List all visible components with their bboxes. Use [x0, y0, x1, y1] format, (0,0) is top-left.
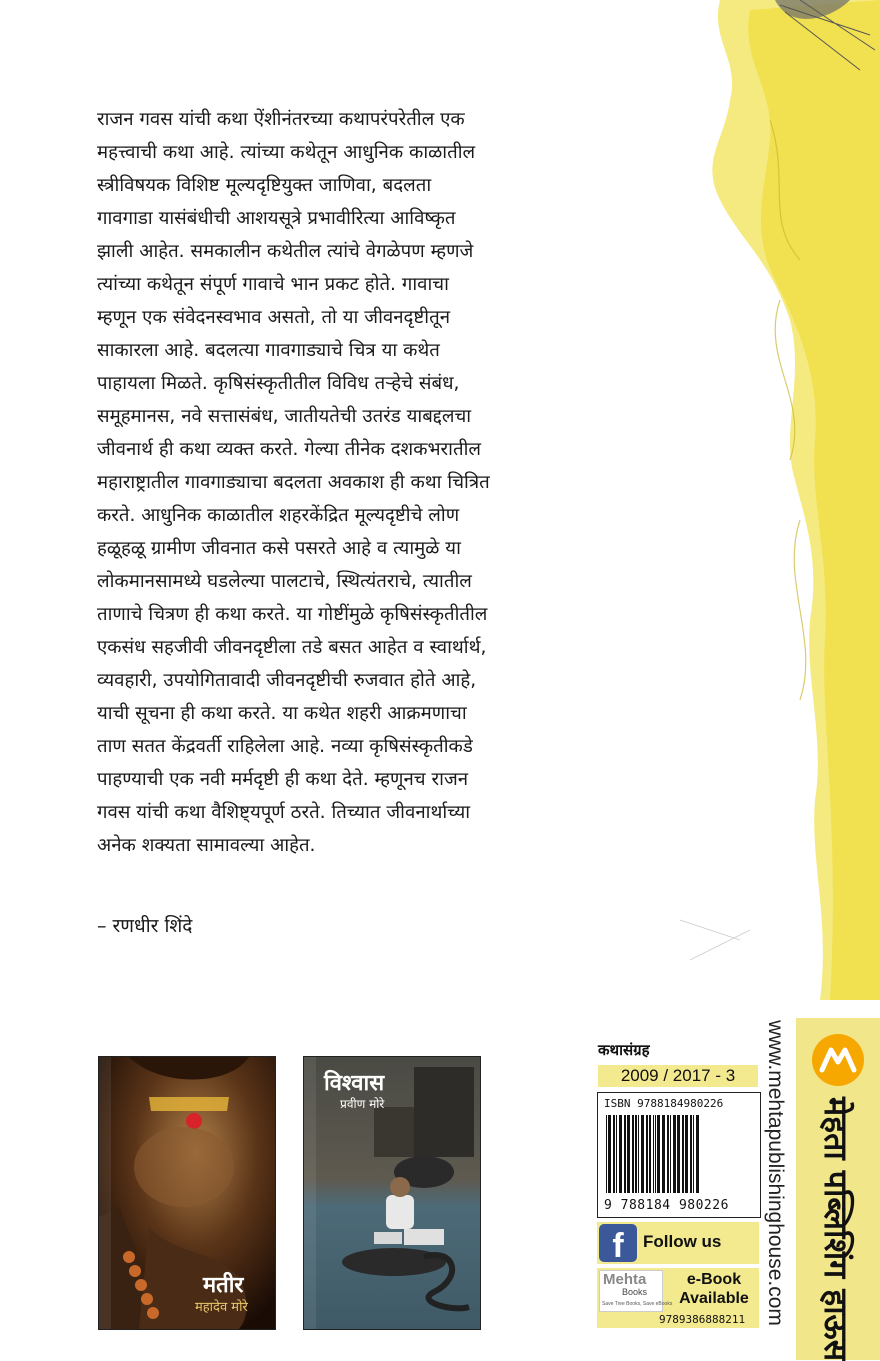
barcode-bar: [624, 1115, 626, 1193]
publisher-url[interactable]: www.mehtapublishinghouse.com: [764, 1020, 787, 1326]
barcode-bar: [649, 1115, 651, 1193]
mehta-ebooks-logo: [599, 1270, 673, 1312]
blurb-line: व्यवहारी, उपयोगितावादी जीवनदृष्टीची रुजवात होते आहे,: [97, 670, 477, 691]
book-cover-1-art: [99, 1057, 275, 1329]
barcode-bar: [606, 1115, 607, 1193]
publisher-name: मेहता पब्लिशिंग हाऊस: [817, 1097, 855, 1361]
blurb-line: एकसंध सहजीवी जीवनदृष्टीला तडे बसत आहेत व स्वार्थार्थ,: [97, 637, 487, 658]
blurb-line: अनेक शक्यता सामावल्या आहेत.: [97, 835, 316, 856]
barcode-bar: [627, 1115, 630, 1193]
blurb-line: स्त्रीविषयक विशिष्ट मूल्यदृष्टियुक्त जाणिवा, बदलता: [97, 175, 432, 196]
blurb-line: पाहण्याची एक नवी मर्मदृष्टी ही कथा देते. म्हणूनच राजन: [97, 769, 469, 790]
blurb-author: – रणधीर शिंदे: [97, 915, 193, 937]
book-cover-2-author: प्रवीण मोरे: [340, 1097, 385, 1111]
blurb-line: जीवनार्थ ही कथा व्यक्त करते. गेल्या तीनेक दशकभरातील: [97, 439, 481, 460]
barcode-bar: [670, 1115, 671, 1193]
book-cover-1-author: महादेव मोरे: [195, 1300, 248, 1315]
blurb-line: लोकमानसामध्ये घडलेल्या पालटाचे, स्थित्यंतराचे, त्यातील: [97, 571, 472, 592]
isbn-digits: 9 788184 980226: [604, 1198, 729, 1213]
barcode-bar: [635, 1115, 637, 1193]
follow-us-label: Follow us: [643, 1232, 722, 1251]
isbn-label: ISBN 9788184980226: [604, 1097, 724, 1110]
book-cover-2[interactable]: [287, 1056, 481, 1330]
blurb-line: महाराष्ट्रातील गावगाड्याचा बदलता अवकाश ही कथा चित्रित: [97, 472, 490, 493]
blurb-line: झाली आहेत. समकालीन कथेतील त्यांचे वेगळेपण म्हणजे: [97, 241, 474, 262]
book-cover-2-title: विश्वास: [324, 1071, 385, 1096]
book-cover-2-art: [304, 1057, 480, 1329]
blurb-line: करते. आधुनिक काळातील शहरकेंद्रित मूल्यदृष्टीचे लोण: [97, 505, 460, 526]
barcode-bar: [638, 1115, 639, 1193]
blurb-line: ताणाचे चित्रण ही कथा करते. या गोष्टींमुळे कृषिसंस्कृतीतील: [97, 604, 488, 625]
ebooks-logo-tag: Save Tree Books, Save eBooks: [602, 1301, 673, 1307]
blurb-line: गवस यांची कथा वैशिष्ट्यपूर्ण ठरते. तिच्यात जीवनार्थाच्या: [97, 802, 471, 823]
blurb-line: राजन गवस यांची कथा ऐंशीनंतरच्या कथापरंपरेतील एक: [97, 109, 465, 130]
barcode-bar: [655, 1115, 656, 1193]
barcode-bar: [667, 1115, 669, 1193]
barcode-bar: [632, 1115, 634, 1193]
blurb-line: गावगाडा यासंबंधीची आशयसूत्रे प्रभावीरित्या आविष्कृत: [97, 208, 456, 229]
book-cover-1-spine: मेहता पब्लिशिंग हाऊस: [82, 1236, 90, 1286]
blurb-line: त्यांच्या कथेतून संपूर्ण गावाचे भान प्रकट होते. गावाचा: [97, 274, 449, 295]
barcode-bar: [613, 1115, 615, 1193]
barcode-bar: [641, 1115, 644, 1193]
ebooks-logo-text: Mehta: [603, 1271, 647, 1288]
ebook-label: e-Book Available: [679, 1271, 749, 1307]
barcode-bar: [608, 1115, 611, 1193]
blurb-line: म्हणून एक संवेदनस्वभाव असतो, तो या जीवनदृष्टीतून: [97, 307, 451, 328]
facebook-icon: f: [599, 1224, 637, 1262]
book-cover-1-title: मतीर: [203, 1273, 244, 1298]
barcode-bar: [653, 1115, 654, 1193]
blurb-line: याची सूचना ही कथा करते. या कथेत शहरी आक्रमणाचा: [97, 703, 467, 724]
ebook-isbn: 9789386888211: [659, 1313, 746, 1326]
edition-label: 2009 / 2017 - 3: [598, 1065, 758, 1087]
barcode-bar: [646, 1115, 648, 1193]
barcode-bar: [690, 1115, 692, 1193]
mehta-logo-icon: [812, 1034, 864, 1086]
back-cover-blurb: [97, 103, 617, 862]
isbn-barcode-box: [597, 1092, 761, 1218]
blurb-line: ताण सतत केंद्रवर्ती राहिलेला आहे. नव्या कृषिसंस्कृतीकडे: [97, 736, 473, 757]
barcode-bar: [662, 1115, 665, 1193]
barcode-bar: [682, 1115, 684, 1193]
barcode-bar: [677, 1115, 680, 1193]
blurb-line: महत्त्वाची कथा आहे. त्यांच्या कथेतून आधुनिक काळातील: [97, 142, 476, 163]
blurb-line: समूहमानस, नवे सत्तासंबंध, जातीयतेची उतरंड याबद्दलचा: [97, 406, 472, 427]
barcode-bar: [619, 1115, 622, 1193]
book-cover-1[interactable]: [82, 1056, 276, 1330]
mehta-logo-mark-icon: [812, 1034, 864, 1086]
genre-label: कथासंग्रह: [598, 1041, 650, 1059]
barcode-bar: [696, 1115, 699, 1193]
barcode-bar: [616, 1115, 617, 1193]
facebook-follow[interactable]: [597, 1222, 759, 1264]
blurb-line: साकारला आहे. बदलत्या गावगाड्याचे चित्र या कथेत: [97, 340, 440, 361]
barcode-bar: [685, 1115, 688, 1193]
barcode-bar: [673, 1115, 676, 1193]
ebooks-logo-books: Books: [622, 1287, 648, 1297]
barcode-bar: [657, 1115, 660, 1193]
blurb-line: पाहायला मिळते. कृषिसंस्कृतीतील विविध तऱ्हेचे संबंध,: [97, 373, 460, 394]
barcode-bar: [693, 1115, 694, 1193]
barcode-icon: [604, 1115, 754, 1193]
ebook-available: [597, 1268, 759, 1328]
book-cover-2-spine: मेहता पब्लिशिंग हाऊस: [287, 1236, 295, 1286]
blurb-line: हळूहळू ग्रामीण जीवनात कसे पसरते आहे व त्यामुळे या: [97, 538, 461, 559]
